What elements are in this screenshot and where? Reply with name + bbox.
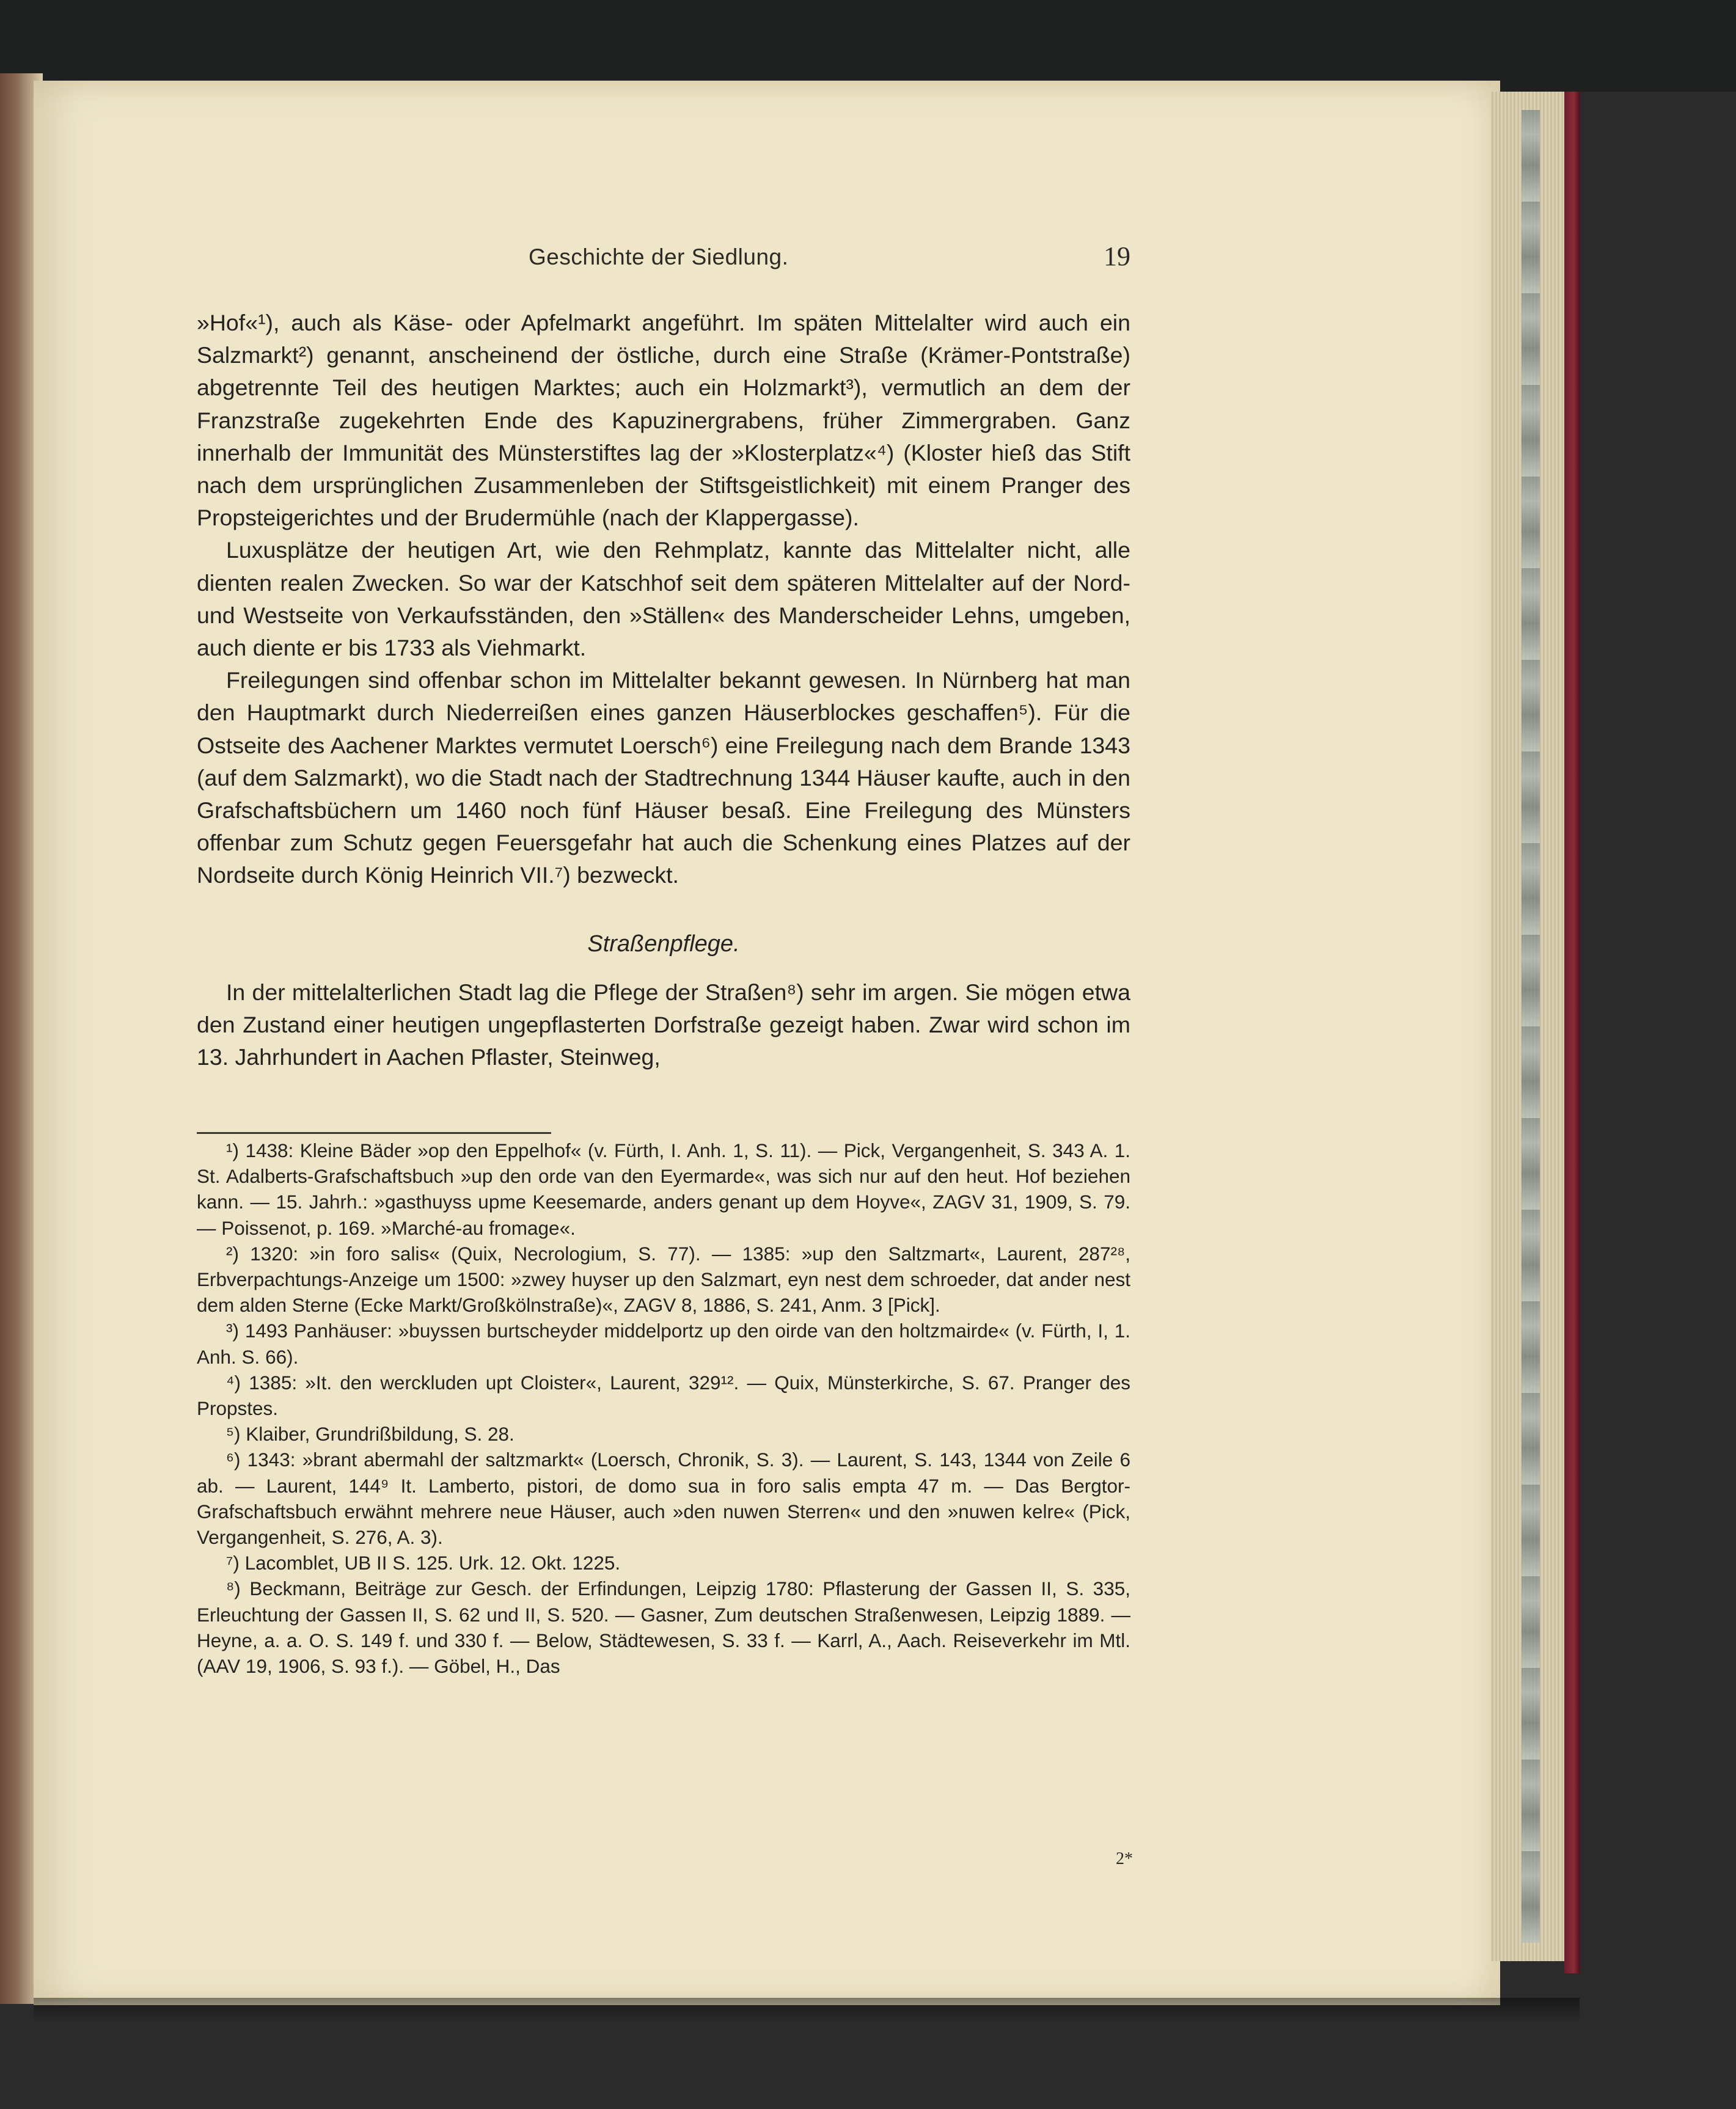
footnote: ⁶) 1343: »brant abermahl der saltzmarkt« (Loersch, Chronik, S. 3). — Laurent, S. 143, 1344 von Zeile 6 ab. — Laurent, 144⁹ It. Lamberto, pistori, de domo sua in foro salis empta 47 m. — Das Bergtor-Grafschaftsbuch erwähnt mehrere neue Häuser, auch »den nuwen Sterren« und den »nuwen kelre« (Pick, Vergangenheit, S. 276, A. 3).: [197, 1449, 1130, 1549]
footnote: ⁷) Lacomblet, UB II S. 125. Urk. 12. Okt. 1225.: [226, 1552, 621, 1574]
book-binding: [1564, 92, 1580, 1973]
page-header: [199, 241, 1130, 281]
book-cover-top: [0, 0, 1736, 92]
signature-mark: 2*: [1116, 1849, 1133, 1868]
body-paragraph: Luxusplätze der heutigen Art, wie den Rehmplatz, kannte das Mittelalter nicht, alle dienten realen Zwecken. So war der Katschhof seit dem späteren Mittelalter auf der Nord- und Westseite von Verkaufsständen, den »Ställen« des Manderscheider Lehns, umgeben, auch diente er bis 1733 als Viehmarkt.: [197, 537, 1130, 661]
footnote: ³) 1493 Panhäuser: »buyssen burtscheyder middelportz up den oirde van den holtzmairde« (v. Fürth, I, 1. Anh. S. 66).: [197, 1320, 1130, 1368]
footnote: ⁴) 1385: »It. den werckluden upt Cloister«, Laurent, 329¹². — Quix, Münsterkirche, S. 67. Pranger des Propstes.: [197, 1371, 1130, 1420]
footnote: ¹) 1438: Kleine Bäder »op den Eppelhof« (v. Fürth, I. Anh. 1, S. 11). — Pick, Vergangenheit, S. 343 A. 1. St. Adalberts-Grafschaftsbuch »up den orde van den Eyermarde«, was sich nur auf den heut. Hof beziehen kann. — 15. Jahrh.: »gasthuyss upme Keesemarde, anders genant up dem Hoyve«, ZAGV 31, 1909, S. 79. — Poissenot, p. 169. »Marché-au fromage«.: [197, 1139, 1130, 1239]
body-paragraph: Freilegungen sind offenbar schon im Mittelalter bekannt gewesen. In Nürnberg hat man den Hauptmarkt durch Niederreißen eines ganzen Häuserblockes geschaffen⁵). Für die Ostseite des Aachener Marktes vermutet Loersch⁶) eine Freilegung nach dem Brande 1343 (auf dem Salzmarkt), wo die Stadt nach der Stadtrechnung 1344 Häuser kaufte, auch in den Grafschaftsbüchern um 1460 noch fünf Häuser besaß. Eine Freilegung des Münsters offenbar zum Schutz gegen Feuersgefahr hat auch die Schenkung eines Platzes auf der Nordseite durch König Heinrich VII.⁷) bezweckt.: [197, 667, 1130, 888]
footnote: ⁸) Beckmann, Beiträge zur Gesch. der Erfindungen, Leipzig 1780: Pflasterung der Gassen II, S. 335, Erleuchtung der Gassen II, S. 62 und II, S. 520. — Gasner, Zum deutschen Straßenwesen, Leipzig 1889. — Heyne, a. a. O. S. 149 f. und 330 f. — Below, Städtewesen, S. 33 f. — Karrl, A., Aach. Reiseverkehr im Mtl. (AAV 19, 1906, S. 93 f.). — Göbel, H., Das: [197, 1577, 1130, 1678]
running-title: Geschichte der Siedlung.: [529, 244, 789, 269]
footnote: ⁵) Klaiber, Grundrißbildung, S. 28.: [226, 1423, 515, 1446]
body-paragraph: »Hof«¹), auch als Käse- oder Apfelmarkt angeführt. Im späten Mittelalter wird auch ein Salzmarkt²) genannt, anscheinend der östliche, durch eine Straße (Krämer-Pontstraße) abgetrennte Teil des heutigen Marktes; auch ein Holzmarkt³), vermutlich an dem der Franzstraße zugekehrten Ende des Kapuzinergrabens, früher Zimmergraben. Ganz innerhalb der Immunität des Münsterstiftes lag der »Klosterplatz«⁴) (Kloster hieß das Stift nach dem ursprünglichen Zusammenleben der Stiftsgeistlichkeit) mit einem Pranger des Propsteigerichtes und der Brudermühle (nach der Klappergasse).: [197, 310, 1130, 531]
footnote-rule: [197, 1132, 551, 1134]
page-shadow: [34, 1998, 1580, 2022]
section-heading: Straßenpflege.: [587, 930, 740, 957]
body-paragraph: In der mittelalterlichen Stadt lag die Pflege der Straßen⁸) sehr im argen. Sie mögen etwa den Zustand einer heutigen ungepflasterten Dorfstraße gezeigt haben. Zwar wird schon im 13. Jahrhundert in Aachen Pflaster, Steinweg,: [197, 979, 1130, 1070]
footnote: ²) 1320: »in foro salis« (Quix, Necrologium, S. 77). — 1385: »up den Saltzmart«, Laurent, 287²⁸, Erbverpachtungs-Anzeige um 1500: »zwey huyser up den Salzmart, eyn nest dem schroeder, dat ander nest dem alden Sterne (Ecke Markt/Großkölnstraße)«, ZAGV 8, 1886, S. 241, Anm. 3 [Pick].: [197, 1242, 1130, 1317]
main-text: [197, 307, 1130, 1073]
page-number: 19: [1104, 241, 1130, 271]
page-stack-shade: [1522, 110, 1540, 1943]
footnotes: [197, 1138, 1130, 1679]
